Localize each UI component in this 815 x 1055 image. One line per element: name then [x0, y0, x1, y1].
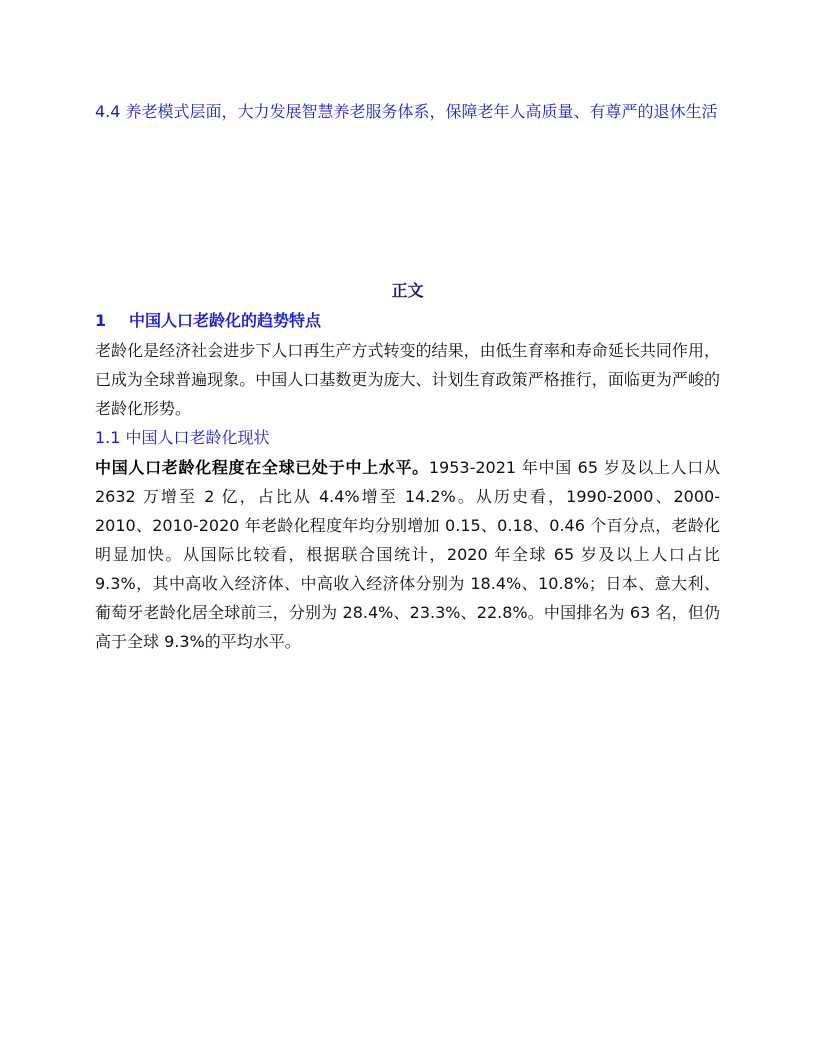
- subsection-1-1-body-text: 1953-2021 年中国 65 岁及以上人口从 2632 万增至 2 亿，占比从 4.4%增至 14.2%。从历史看，1990-2000、2000-2010、2010-2020 年老龄化程度年均分别增加 0.15、0.18、0.46 个百分点，老龄化明显加快。从国际比较看，根据联合国统计，2020 年全球 65 岁及以上人口占比 9.3%，其中高收入经济体、中高收入经济体分别为 18.4%、10.8%；日本、意大利、葡萄牙老龄化居全球前三，分别为 28.4%、23.3%、22.8%。中国排名为 63 名，但仍高于全球 9.3%的平均水平。: [95, 458, 720, 651]
- section-1-title: 中国人口老龄化的趋势特点: [129, 311, 322, 330]
- subsection-1-1-heading: 1.1 中国人口老龄化现状: [95, 428, 270, 447]
- section-1-number: 1: [95, 311, 107, 330]
- toc-entry-4-4[interactable]: 4.4 养老模式层面，大力发展智慧养老服务体系，保障老年人高质量、有尊严的退休生活: [95, 102, 718, 121]
- body-title: 正文: [391, 281, 424, 300]
- subsection-1-1-paragraph: [95, 453, 720, 656]
- section-1-heading: [95, 308, 720, 334]
- section-1-paragraph: 老龄化是经济社会进步下人口再生产方式转变的结果，由低生育率和寿命延长共同作用，已成为全球普遍现象。中国人口基数更为庞大、计划生育政策严格推行，面临更为严峻的老龄化形势。: [95, 341, 720, 418]
- subsection-1-1-lead-sentence: 中国人口老龄化程度在全球已处于中上水平。: [95, 458, 429, 477]
